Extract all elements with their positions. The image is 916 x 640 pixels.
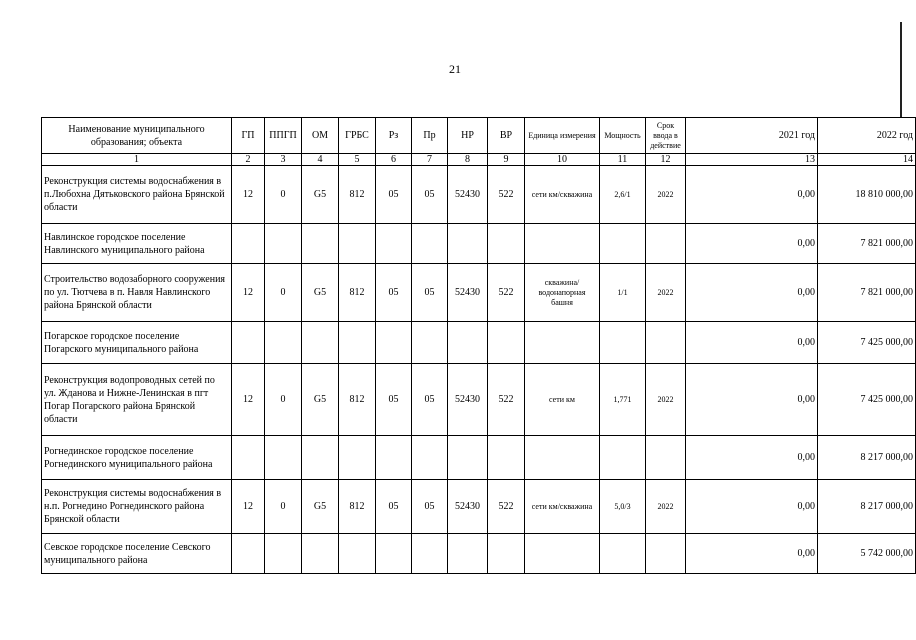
colnum: 13: [686, 154, 818, 166]
cell-om: [302, 436, 339, 480]
cell-om: G5: [302, 264, 339, 322]
cell-vr: [488, 534, 525, 574]
cell-grbs: 812: [339, 480, 376, 534]
cell-ppgp: [265, 436, 302, 480]
cell-ppgp: [265, 322, 302, 364]
colnum: 12: [646, 154, 686, 166]
cell-grbs: [339, 224, 376, 264]
header-pr: Пр: [412, 118, 448, 154]
cell-y2021: 0,00: [686, 436, 818, 480]
table-row: [42, 224, 916, 264]
cell-ppgp: 0: [265, 264, 302, 322]
cell-ppgp: [265, 534, 302, 574]
cell-name: Севское городское поселение Севского муниципального района: [42, 534, 232, 574]
cell-term: 2022: [646, 166, 686, 224]
cell-term: 2022: [646, 364, 686, 436]
cell-term: [646, 436, 686, 480]
cell-ppgp: 0: [265, 364, 302, 436]
cell-nr: [448, 322, 488, 364]
cell-power: [600, 322, 646, 364]
cell-term: [646, 534, 686, 574]
colnum: 1: [42, 154, 232, 166]
table-row: [42, 166, 916, 224]
cell-y2021: 0,00: [686, 364, 818, 436]
cell-ppgp: [265, 224, 302, 264]
header-vr: ВР: [488, 118, 525, 154]
cell-vr: 522: [488, 264, 525, 322]
cell-y2022: 7 821 000,00: [818, 264, 916, 322]
cell-pr: 05: [412, 166, 448, 224]
header-grbs: ГРБС: [339, 118, 376, 154]
cell-om: G5: [302, 364, 339, 436]
cell-om: [302, 534, 339, 574]
cell-name: Погарское городское поселение Погарского муниципального района: [42, 322, 232, 364]
colnum: 9: [488, 154, 525, 166]
cell-nr: 52430: [448, 480, 488, 534]
cell-rz: 05: [376, 166, 412, 224]
cell-term: 2022: [646, 480, 686, 534]
cell-unit: [525, 534, 600, 574]
cell-pr: 05: [412, 264, 448, 322]
cell-unit: скважина/водонапорная башня: [525, 264, 600, 322]
cell-pr: [412, 534, 448, 574]
cell-unit: сети км/скважина: [525, 166, 600, 224]
cell-grbs: 812: [339, 364, 376, 436]
colnum: 8: [448, 154, 488, 166]
cell-power: 1,771: [600, 364, 646, 436]
cell-vr: [488, 224, 525, 264]
cell-rz: [376, 224, 412, 264]
cell-power: [600, 224, 646, 264]
cell-unit: [525, 224, 600, 264]
cell-name: Рогнединское городское поселение Рогнединского муниципального района: [42, 436, 232, 480]
cell-unit: сети км/скважина: [525, 480, 600, 534]
cell-om: [302, 224, 339, 264]
cell-rz: 05: [376, 264, 412, 322]
cell-term: [646, 224, 686, 264]
header-power: Мощность: [600, 118, 646, 154]
cell-unit: сети км: [525, 364, 600, 436]
cell-gp: [232, 322, 265, 364]
cell-om: G5: [302, 166, 339, 224]
table-body: [42, 166, 916, 574]
colnum: 4: [302, 154, 339, 166]
cell-pr: [412, 322, 448, 364]
cell-rz: [376, 436, 412, 480]
cell-y2021: 0,00: [686, 166, 818, 224]
table-row: [42, 436, 916, 480]
cell-vr: [488, 322, 525, 364]
cell-gp: 12: [232, 480, 265, 534]
cell-y2022: 8 217 000,00: [818, 436, 916, 480]
cell-power: 1/1: [600, 264, 646, 322]
header-gp: ГП: [232, 118, 265, 154]
colnum: 6: [376, 154, 412, 166]
colnum: 7: [412, 154, 448, 166]
header-name: Наименование муниципального образования; объекта: [42, 118, 232, 154]
cell-name: Реконструкция системы водоснабжения в п.Любохна Дятьковского района Брянской области: [42, 166, 232, 224]
cell-pr: 05: [412, 364, 448, 436]
cell-nr: [448, 224, 488, 264]
cell-y2022: 7 425 000,00: [818, 322, 916, 364]
cell-unit: [525, 436, 600, 480]
colnum: 5: [339, 154, 376, 166]
cell-unit: [525, 322, 600, 364]
cell-y2022: 7 425 000,00: [818, 364, 916, 436]
cell-y2022: 5 742 000,00: [818, 534, 916, 574]
cell-rz: 05: [376, 480, 412, 534]
cell-gp: [232, 224, 265, 264]
cell-grbs: [339, 534, 376, 574]
cell-y2021: 0,00: [686, 264, 818, 322]
cell-rz: [376, 322, 412, 364]
cell-y2021: 0,00: [686, 534, 818, 574]
cell-pr: 05: [412, 480, 448, 534]
header-nr: НР: [448, 118, 488, 154]
cell-term: [646, 322, 686, 364]
header-2021: 2021 год: [686, 118, 818, 154]
cell-nr: 52430: [448, 264, 488, 322]
cell-vr: [488, 436, 525, 480]
colnum: 11: [600, 154, 646, 166]
cell-rz: 05: [376, 364, 412, 436]
cell-grbs: 812: [339, 166, 376, 224]
cell-power: 5,0/3: [600, 480, 646, 534]
cell-y2022: 8 217 000,00: [818, 480, 916, 534]
cell-pr: [412, 224, 448, 264]
page-number: 21: [449, 62, 461, 76]
cell-gp: [232, 534, 265, 574]
cell-om: G5: [302, 480, 339, 534]
table-row: [42, 364, 916, 436]
cell-ppgp: 0: [265, 166, 302, 224]
cell-name: Реконструкция водопроводных сетей по ул. Жданова и Нижне-Ленинская в пгт Погар Погарского района Брянской области: [42, 364, 232, 436]
cell-gp: 12: [232, 364, 265, 436]
header-om: ОМ: [302, 118, 339, 154]
cell-grbs: [339, 436, 376, 480]
header-rz: Рз: [376, 118, 412, 154]
cell-vr: 522: [488, 480, 525, 534]
cell-nr: 52430: [448, 166, 488, 224]
cell-nr: [448, 534, 488, 574]
cell-gp: 12: [232, 166, 265, 224]
cell-om: [302, 322, 339, 364]
cell-name: Строительство водозаборного сооружения по ул. Тютчева в п. Навля Навлинского района Брянской области: [42, 264, 232, 322]
cell-vr: 522: [488, 364, 525, 436]
cell-power: [600, 534, 646, 574]
table-row: [42, 322, 916, 364]
column-number-row: [42, 154, 916, 166]
cell-y2021: 0,00: [686, 322, 818, 364]
header-term: Срок ввода в действие: [646, 118, 686, 154]
cell-nr: 52430: [448, 364, 488, 436]
cell-y2021: 0,00: [686, 224, 818, 264]
header-2022: 2022 год: [818, 118, 916, 154]
cell-y2022: 7 821 000,00: [818, 224, 916, 264]
cell-y2022: 18 810 000,00: [818, 166, 916, 224]
budget-table: [41, 117, 916, 574]
colnum: 2: [232, 154, 265, 166]
colnum: 3: [265, 154, 302, 166]
cell-power: [600, 436, 646, 480]
table-row: [42, 534, 916, 574]
cell-term: 2022: [646, 264, 686, 322]
cell-rz: [376, 534, 412, 574]
colnum: 14: [818, 154, 916, 166]
cell-gp: [232, 436, 265, 480]
cell-pr: [412, 436, 448, 480]
cell-power: 2,6/1: [600, 166, 646, 224]
header-unit: Единица измерения: [525, 118, 600, 154]
table-row: [42, 264, 916, 322]
cell-y2021: 0,00: [686, 480, 818, 534]
cell-gp: 12: [232, 264, 265, 322]
cell-ppgp: 0: [265, 480, 302, 534]
cell-name: Навлинское городское поселение Навлинского муниципального района: [42, 224, 232, 264]
header-row: [42, 118, 916, 154]
cell-name: Реконструкция системы водоснабжения в н.п. Рогнедино Рогнединского района Брянской области: [42, 480, 232, 534]
table-row: [42, 480, 916, 534]
cell-nr: [448, 436, 488, 480]
cell-vr: 522: [488, 166, 525, 224]
scan-edge-line: [900, 22, 902, 117]
colnum: 10: [525, 154, 600, 166]
cell-grbs: 812: [339, 264, 376, 322]
cell-grbs: [339, 322, 376, 364]
header-ppgp: ППГП: [265, 118, 302, 154]
